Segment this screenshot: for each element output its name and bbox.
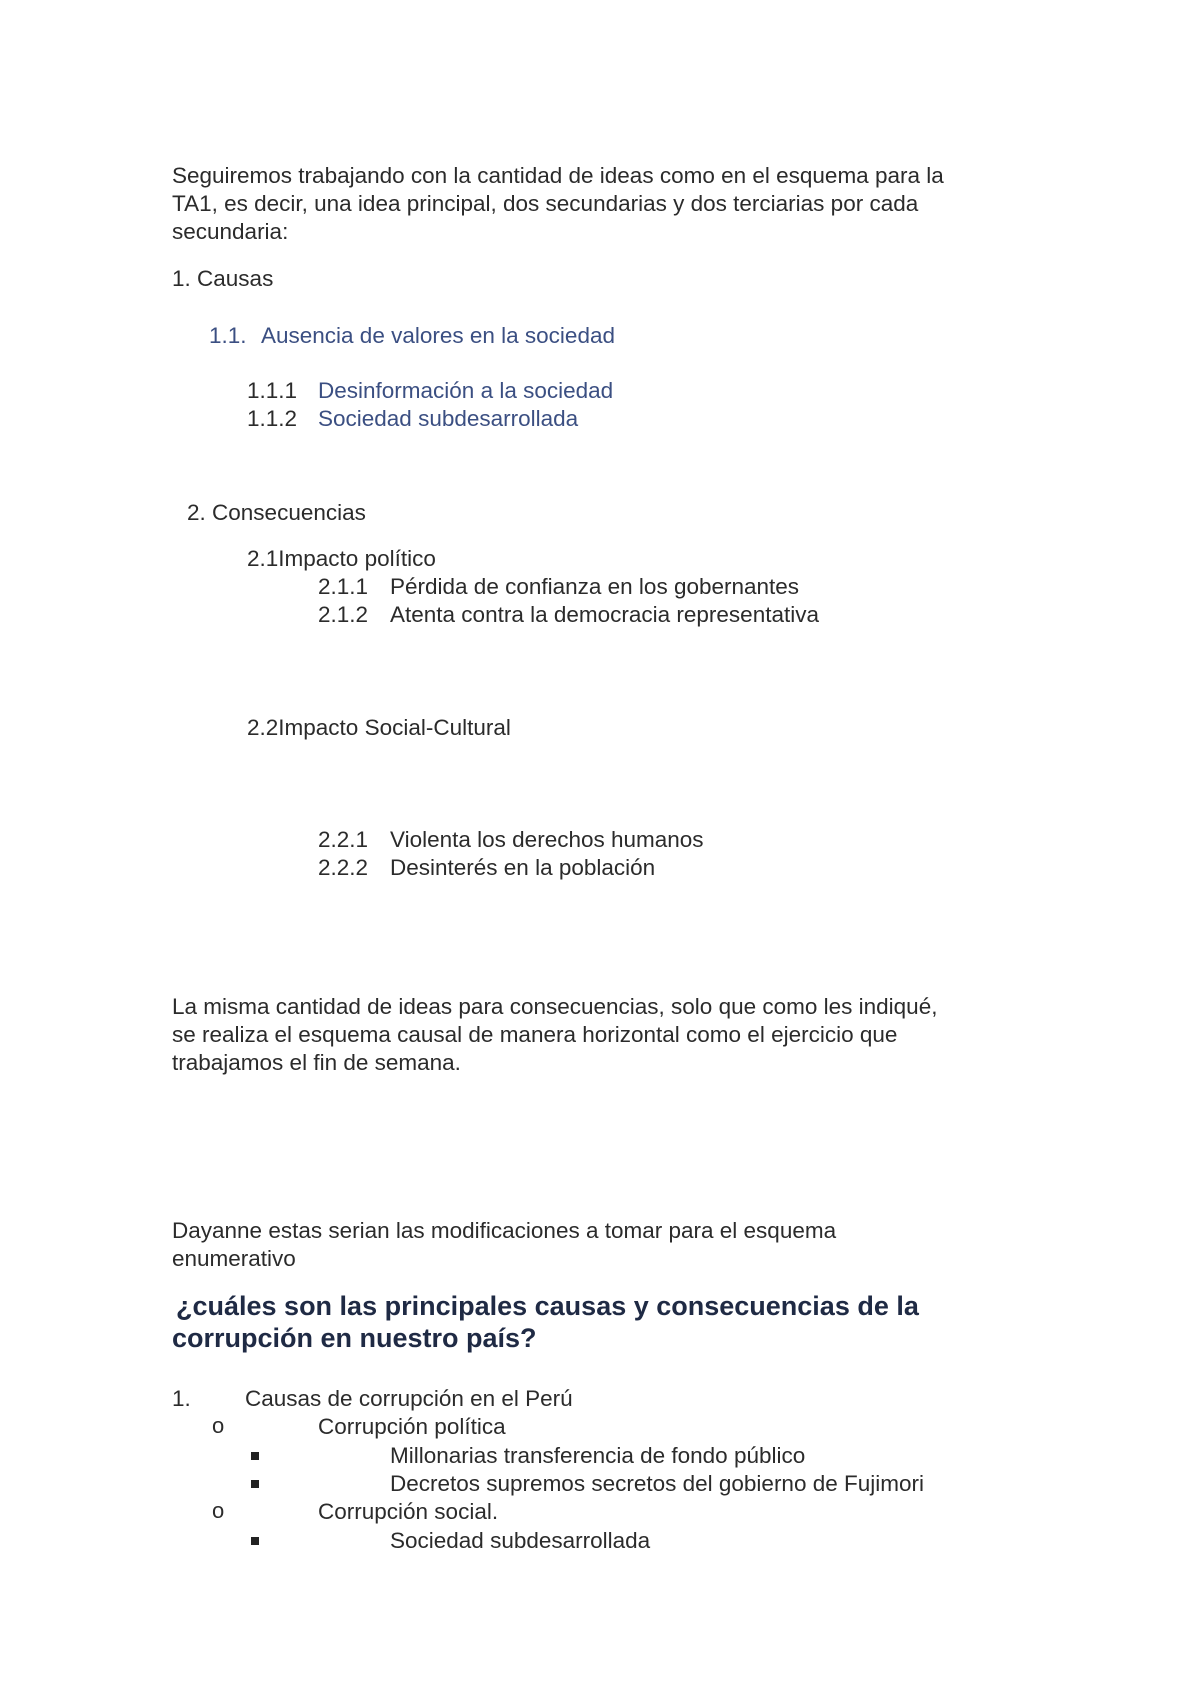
outline-number: 2.1.1 [318, 574, 369, 599]
square-bullet-icon [251, 1480, 259, 1488]
outline-item-ausencia-valores [209, 322, 615, 350]
outline-label: Desinterés en la población [390, 855, 656, 880]
outline-number: 1.1.2 [247, 406, 298, 431]
outline-number: 2.2.2 [318, 855, 369, 880]
outline-label: Causas de corrupción en el Perú [245, 1386, 573, 1411]
note-line: se realiza el esquema causal de manera horizontal como el ejercicio que [172, 1022, 898, 1047]
outline-label: Desinformación a la sociedad [318, 378, 614, 403]
note2-line: enumerativo [172, 1246, 296, 1271]
outline-number: 1.1. [209, 323, 247, 348]
outline-item-violenta-derechos [318, 826, 704, 854]
outline-item-impacto-social [247, 714, 511, 742]
intro-line: Seguiremos trabajando con la cantidad de ideas como en el esquema para la [172, 163, 944, 188]
outline2-item-corrupcion-social: Corrupción social. [318, 1499, 499, 1524]
outline2-item-corrupcion-politica: Corrupción política [318, 1414, 506, 1439]
outline2-item-sociedad-subdesarrollada: Sociedad subdesarrollada [390, 1528, 651, 1553]
outline-number: 2.1 [247, 546, 279, 571]
outline-label: Impacto Social-Cultural [278, 715, 511, 740]
circle-bullet-icon: o [212, 1413, 225, 1438]
square-bullet-icon [251, 1537, 259, 1545]
outline-item-sociedad-subdesarrollada [247, 405, 578, 433]
outline-number: 1. [172, 1386, 191, 1411]
outline-label: Ausencia de valores en la sociedad [261, 323, 615, 348]
question-heading: corrupción en nuestro país? [172, 1323, 537, 1353]
intro-line: TA1, es decir, una idea principal, dos secundarias y dos terciarias por cada [172, 191, 919, 216]
outline-label: Consecuencias [212, 500, 366, 525]
outline-label: Atenta contra la democracia representativa [390, 602, 819, 627]
outline-label: Sociedad subdesarrollada [318, 406, 579, 431]
question-heading: ¿cuáles son las principales causas y consecuencias de la [176, 1291, 919, 1321]
intro-line: secundaria: [172, 219, 289, 244]
outline-item-causas [172, 265, 273, 293]
outline-label: Impacto político [278, 546, 436, 571]
outline-item-desinteres [318, 854, 655, 882]
outline-label: Causas [197, 266, 274, 291]
outline-label: Violenta los derechos humanos [390, 827, 704, 852]
outline-number: 2.1.2 [318, 602, 369, 627]
outline-item-consecuencias [187, 499, 366, 527]
note2-line: Dayanne estas serian las modificaciones a tomar para el esquema [172, 1218, 837, 1243]
outline2-item-decretos: Decretos supremos secretos del gobierno de Fujimori [390, 1471, 924, 1496]
outline-item-atenta-democracia [318, 601, 819, 629]
outline-item-perdida-confianza [318, 573, 799, 601]
outline-number: 2.2.1 [318, 827, 369, 852]
square-bullet-icon [251, 1452, 259, 1460]
outline-item-impacto-politico [247, 545, 436, 573]
outline2-item-millonarias: Millonarias transferencia de fondo público [390, 1443, 806, 1468]
outline-number: 2. [187, 500, 206, 525]
note-line: La misma cantidad de ideas para consecuencias, solo que como les indiqué, [172, 994, 938, 1019]
outline-item-desinformacion [247, 377, 613, 405]
outline-label: Pérdida de confianza en los gobernantes [390, 574, 800, 599]
outline2-item-causas-corrupcion [172, 1385, 573, 1413]
outline-number: 1.1.1 [247, 378, 298, 403]
outline-number: 1. [172, 266, 191, 291]
note-line: trabajamos el fin de semana. [172, 1050, 461, 1075]
outline-number: 2.2 [247, 715, 279, 740]
circle-bullet-icon: o [212, 1498, 225, 1523]
